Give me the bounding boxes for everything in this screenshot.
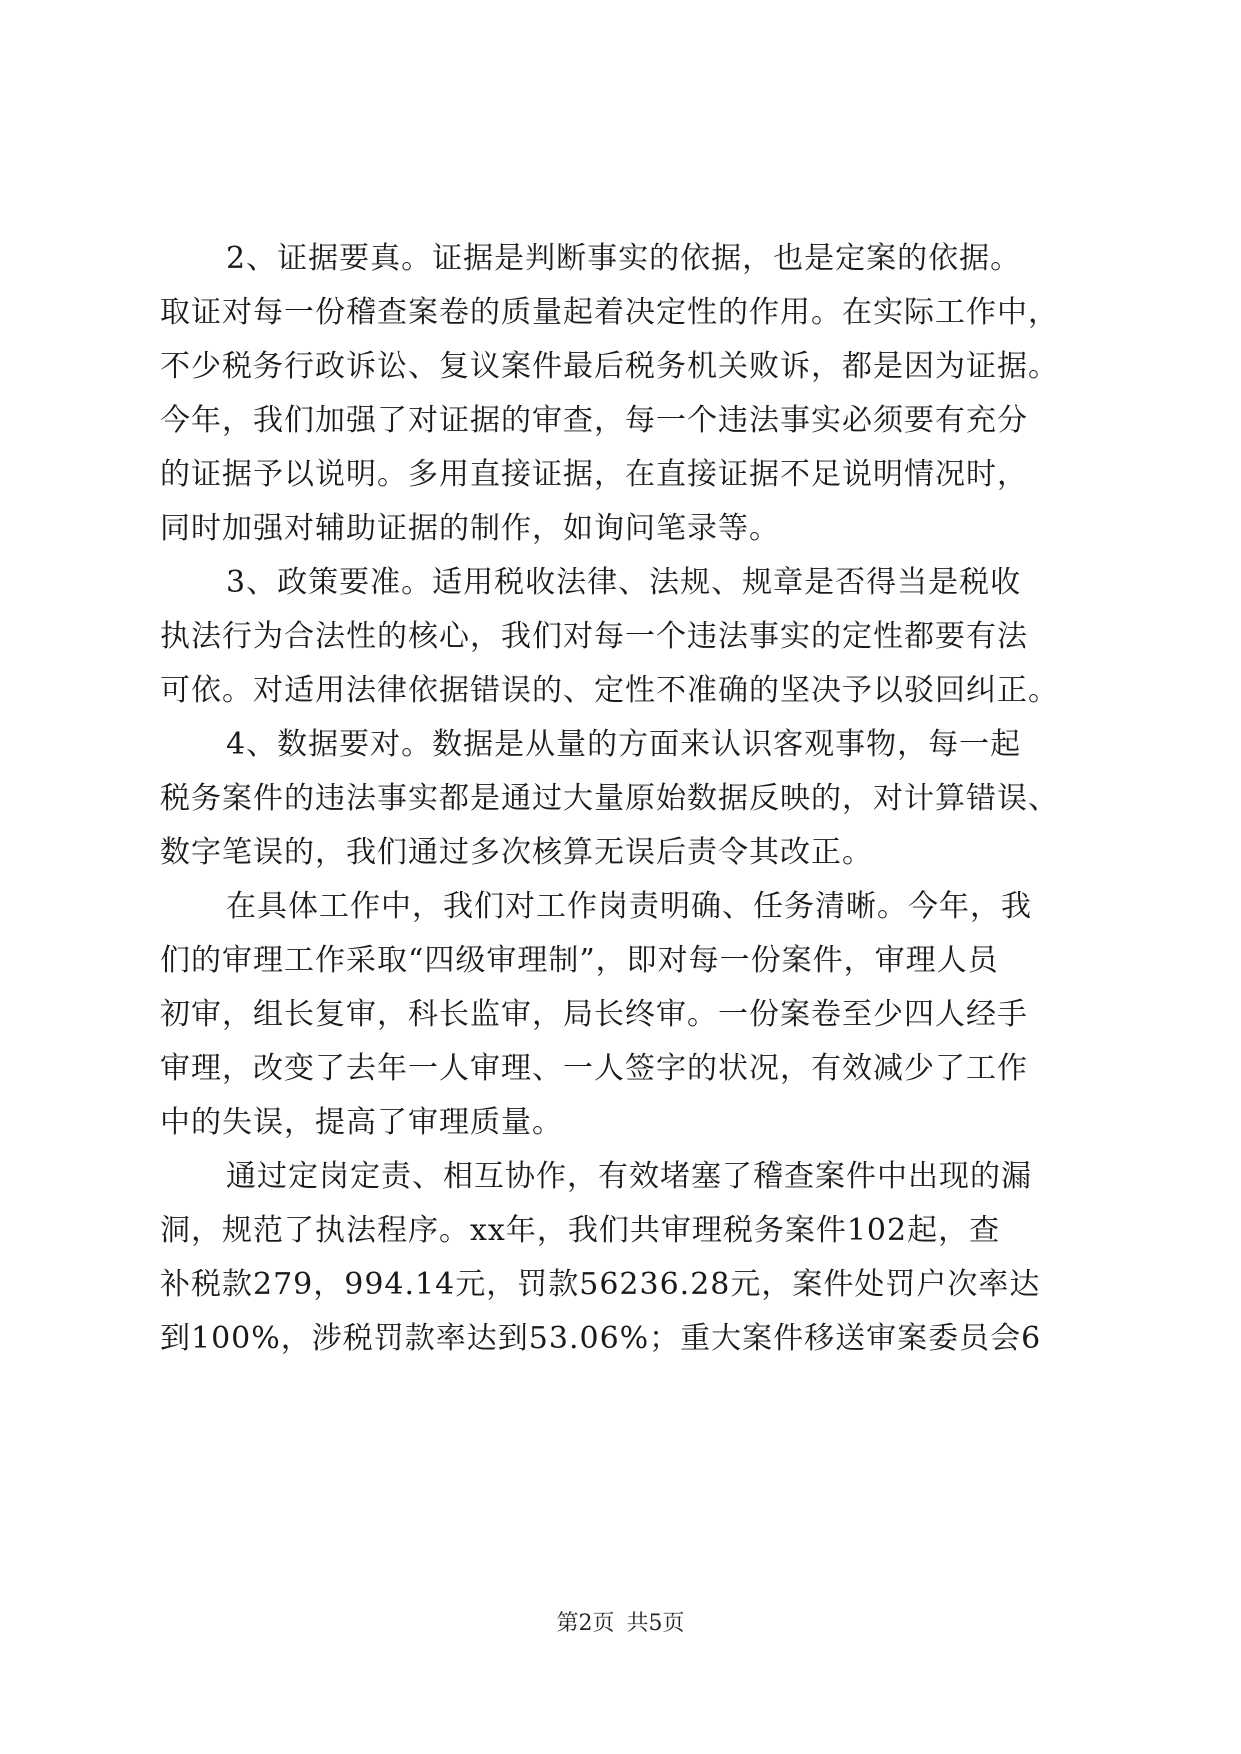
- text-line: 数字笔误的，我们通过多次核算无误后责令其改正。: [160, 835, 873, 870]
- text-line: 通过定岗定责、相互协作，有效堵塞了稽查案件中出现的漏: [226, 1159, 1032, 1194]
- text-line: 今年，我们加强了对证据的审查，每一个违法事实必须要有充分: [160, 403, 1028, 438]
- text-line: 3、政策要准。适用税收法律、法规、规章是否得当是税收: [226, 565, 1022, 600]
- text-line: 审理，改变了去年一人审理、一人签字的状况，有效减少了工作: [160, 1051, 1028, 1086]
- text-line: 到100%，涉税罚款率达到53.06%；重大案件移送审案委员会6: [160, 1321, 1042, 1356]
- text-line: 税务案件的违法事实都是通过大量原始数据反映的，对计算错误、: [160, 781, 1059, 816]
- text-line: 的证据予以说明。多用直接证据，在直接证据不足说明情况时，: [160, 457, 1028, 492]
- text-line: 4、数据要对。数据是从量的方面来认识客观事物，每一起: [226, 727, 1022, 762]
- text-line: 中的失误，提高了审理质量。: [160, 1105, 563, 1140]
- text-line: 执法行为合法性的核心，我们对每一个违法事实的定性都要有法: [160, 619, 1028, 654]
- text-line: 可依。对适用法律依据错误的、定性不准确的坚决予以驳回纠正。: [160, 673, 1059, 708]
- text-line: 补税款279，994.14元，罚款56236.28元，案件处罚户次率达: [160, 1267, 1041, 1302]
- page-number: 第2页: [556, 1611, 615, 1636]
- text-line: 2、证据要真。证据是判断事实的依据，也是定案的依据。: [226, 241, 1022, 276]
- document-body: [160, 232, 1120, 1366]
- text-line: 们的审理工作采取“四级审理制”，即对每一份案件，审理人员: [160, 943, 999, 978]
- text-line: 在具体工作中，我们对工作岗责明确、任务清晰。今年，我: [226, 889, 1032, 924]
- text-line: 不少税务行政诉讼、复议案件最后税务机关败诉，都是因为证据。: [160, 349, 1059, 384]
- page-total: 共5页: [626, 1611, 685, 1636]
- text-line: 取证对每一份稽查案卷的质量起着决定性的作用。在实际工作中，: [160, 295, 1059, 330]
- page-footer: [0, 1606, 1241, 1637]
- text-line: 同时加强对辅助证据的制作，如询问笔录等。: [160, 511, 780, 546]
- text-line: 洞，规范了执法程序。xx年，我们共审理税务案件102起，查: [160, 1213, 1001, 1248]
- text-line: 初审，组长复审，科长监审，局长终审。一份案卷至少四人经手: [160, 997, 1028, 1032]
